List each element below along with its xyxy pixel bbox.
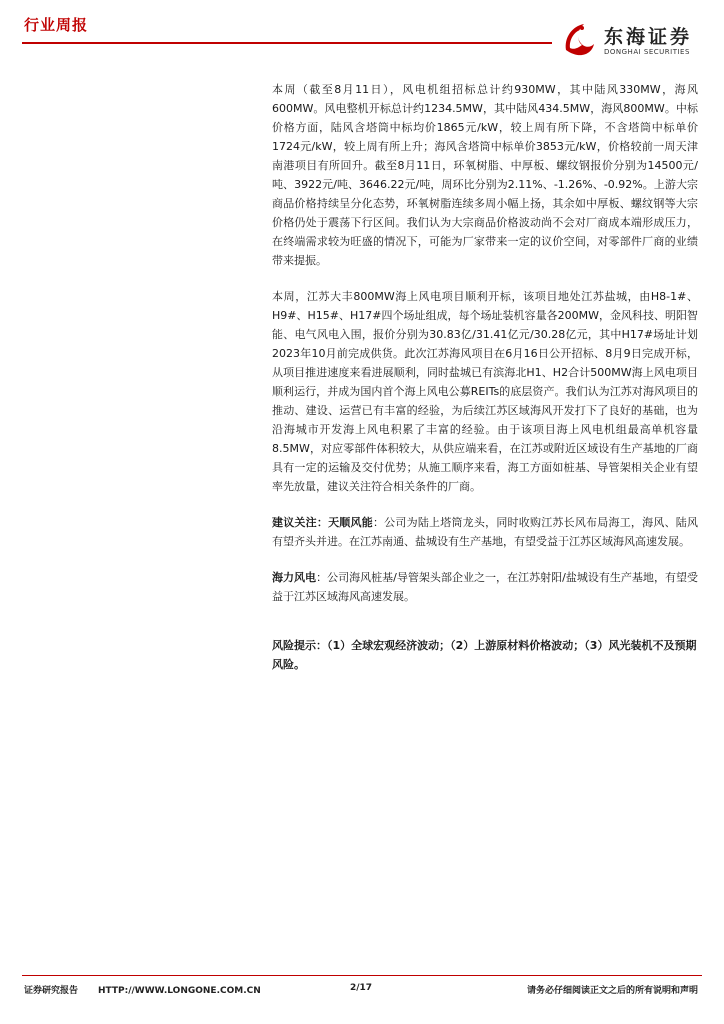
dragon-logo-icon xyxy=(560,20,598,60)
recommendation-text: ：公司为陆上塔筒龙头，同时收购江苏长风布局海工，海风、陆风有望齐头并进。在江苏南通、盐城设有生产基地，有望受益于江苏区域海风高速发展。 xyxy=(272,516,699,548)
logo-english-name: DONGHAI SECURITIES xyxy=(604,48,690,56)
hailu-lead: 海力风电 xyxy=(272,571,317,584)
logo-chinese-name: 东海证券 xyxy=(604,26,693,48)
footer-website-link[interactable]: HTTP://WWW.LONGONE.COM.CN xyxy=(98,986,261,996)
recommendation-lead: 建议关注：天顺风能 xyxy=(272,516,373,529)
main-content xyxy=(272,80,698,674)
footer-disclaimer: 请务必仔细阅读正文之后的所有说明和声明 xyxy=(526,986,698,996)
report-category-tag: 行业周报 xyxy=(24,16,89,34)
footer-report-type: 证券研究报告 xyxy=(24,986,79,996)
hailu-text: ：公司海风桩基/导管架头部企业之一，在江苏射阳/盐城设有生产基地，有望受益于江苏区域海风高速发展。 xyxy=(272,571,698,603)
footer-left xyxy=(24,983,261,996)
paragraph-jiangsu-project: 本周，江苏大丰800MW海上风电项目顺利开标，该项目地处江苏盐城，由H8-1#、H9#、H15#、H17#四个场址组成，每个场址装机容量各200MW，金风科技、明阳智能、电气风电入围，报价分别为30.83亿/31.41亿元/30.28亿元，其中H17#场址计划2023年10月前完成供货。此次江苏海风项目在6月16日公开招标、8月9日完成开标，从项目推进速度来看进展顺利，同时盐城已有滨海北H1、H2合计500MW海上风电项目顺利运行，并成为国内首个海上风电公募REITs的底层资产。我们认为江苏对海风项目的推动、建设、运营已有丰富的经验，为后续江苏区域海风开发打下了良好的基础，也为沿海城市开发海上风电积累了丰富的经验。由于该项目海上风电机组最高单机容量8.5MW，对应零部件体积较大，从供应端来看，在江苏或附近区域设有生产基地的厂商具有一定的运输及交付优势；从施工顺序来看，海工方面如桩基、导管架相关企业有望率先放量，建议关注符合相关条件的厂商。 xyxy=(272,290,698,493)
donghai-logo xyxy=(560,20,710,60)
paragraph-hailu xyxy=(272,568,698,606)
risk-warning: 风险提示：（1）全球宏观经济波动；（2）上游原材料价格波动；（3）风光装机不及预期风险。 xyxy=(272,639,697,671)
header-divider xyxy=(22,42,552,44)
paragraph-market-summary: 本周（截至8月11日），风电机组招标总计约930MW，其中陆风330MW，海风600MW。风电整机开标总计约1234.5MW，其中陆风434.5MW，海风800MW。中标价格方面，陆风含塔筒中标均价1865元/kW，较上周有所下降，不含塔筒中标单价1724元/kW，较上周有所上升；海风含塔筒中标单价3853元/kW，价格较前一周天津南港项目有所回升。截至8月11日，环氧树脂、中厚板、螺纹钢报价分别为14500元/吨、3922元/吨、3646.22元/吨，周环比分别为2.11%、-1.26%、-0.92%。上游大宗商品价格持续呈分化态势，环氧树脂连续多周小幅上扬，其余如中厚板、螺纹钢等大宗价格仍处于震荡下行区间。我们认为大宗商品价格波动尚不会对厂商成本端形成压力，在终端需求较为旺盛的情况下，可能为厂家带来一定的议价空间，对零部件厂商的业绩带来提振。 xyxy=(272,83,698,267)
footer-divider xyxy=(22,975,702,976)
page-number: 2/17 xyxy=(350,983,373,993)
paragraph-recommendation xyxy=(272,513,698,551)
